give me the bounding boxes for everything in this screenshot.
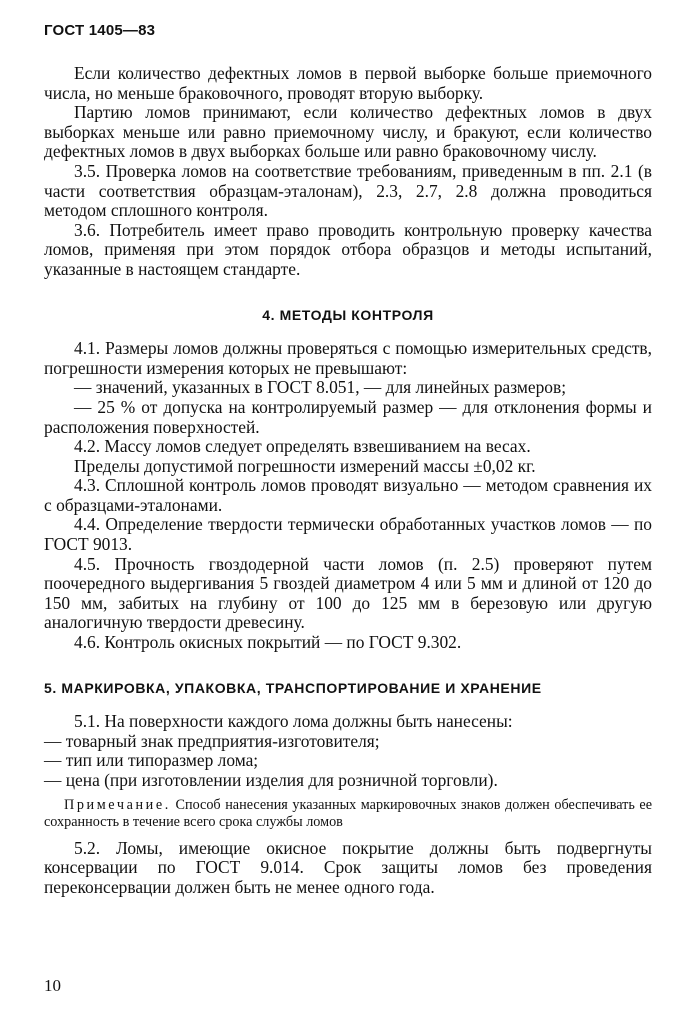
page-number: 10 (44, 976, 61, 995)
document-header: ГОСТ 1405—83 (44, 22, 156, 39)
paragraph-3-6: 3.6. Потребитель имеет право проводить контрольную проверку качества ломов, применяя при этом порядок отбора образцов и методы испытаний, указанные в настоящем стандарте. (44, 219, 652, 279)
note-text: Способ нанесения указанных маркировочных знаков должен обеспечивать ее сохранность в течение всего срока службы ломов (44, 796, 652, 830)
paragraph-4-2-tolerance: Пределы допустимой погрешности измерений массы ±0,02 кг. (74, 455, 536, 476)
paragraph-4-3: 4.3. Сплошной контроль ломов проводят визуально — методом сравнения их с образцами-эталонами. (44, 475, 652, 515)
paragraph-4-6: 4.6. Контроль окисных покрытий — по ГОСТ 9.302. (74, 632, 462, 653)
paragraph-5-1: 5.1. На поверхности каждого лома должны быть нанесены: (74, 711, 513, 732)
section-heading-marking: 5. МАРКИРОВКА, УПАКОВКА, ТРАНСПОРТИРОВАНИЕ И ХРАНЕНИЕ (44, 679, 542, 696)
paragraph-batch-acceptance: Партию ломов принимают, если количество дефектных ломов в двух выборках меньше или равно приемочному числу, и бракуют, если количество дефектных ломов в двух выборках больше или равно браковочному числу. (44, 102, 652, 162)
note (44, 797, 652, 831)
list-item-type: — тип или типоразмер лома; (44, 750, 259, 771)
paragraph-5-2: 5.2. Ломы, имеющие окисное покрытие должны быть подвергнуты консервации по ГОСТ 9.014. Срок защиты ломов без проведения переконсервации должен быть не менее одного года. (44, 837, 652, 897)
list-item-price: — цена (при изготовлении изделия для розничной торговли). (44, 770, 498, 790)
paragraph-3-5: 3.5. Проверка ломов на соответствие требованиям, приведенным в пп. 2.1 (в части соответствия образцам-эталонам), 2.3, 2.7, 2.8 должна проводиться методом сплошного контроля. (44, 160, 652, 221)
section-heading-control-methods: 4. МЕТОДЫ КОНТРОЛЯ (262, 306, 434, 323)
paragraph-4-5: 4.5. Прочность гвоздодерной части ломов (п. 2.5) проверяют путем поочередного выдергивания 5 гвоздей диаметром 4 или 5 мм и длиной от 120 до 150 мм, забитых на глубину от 100 до 125 мм в березовую или другую аналогичную твердости древесину. (44, 553, 652, 633)
note-label: Примечание. (64, 796, 171, 813)
paragraph-4-2: 4.2. Массу ломов следует определять взвешиванием на весах. (74, 436, 531, 457)
document-body (44, 64, 652, 897)
paragraph-second-sample: Если количество дефектных ломов в первой выборке больше приемочного числа, но меньше браковочного, проводят вторую выборку. (44, 63, 652, 103)
list-item-form-deviation: — 25 % от допуска на контролируемый размер — для отклонения формы и расположения поверхностей. (44, 396, 652, 437)
list-item-linear-sizes: — значений, указанных в ГОСТ 8.051, — для линейных размеров; (74, 377, 567, 398)
paragraph-4-1: 4.1. Размеры ломов должны проверяться с помощью измерительных средств, погрешности измерения которых не превышают: (44, 338, 652, 378)
paragraph-4-4: 4.4. Определение твердости термически обработанных участков ломов — по ГОСТ 9013. (44, 514, 652, 555)
list-item-trademark: — товарный знак предприятия-изготовителя; (44, 730, 380, 751)
